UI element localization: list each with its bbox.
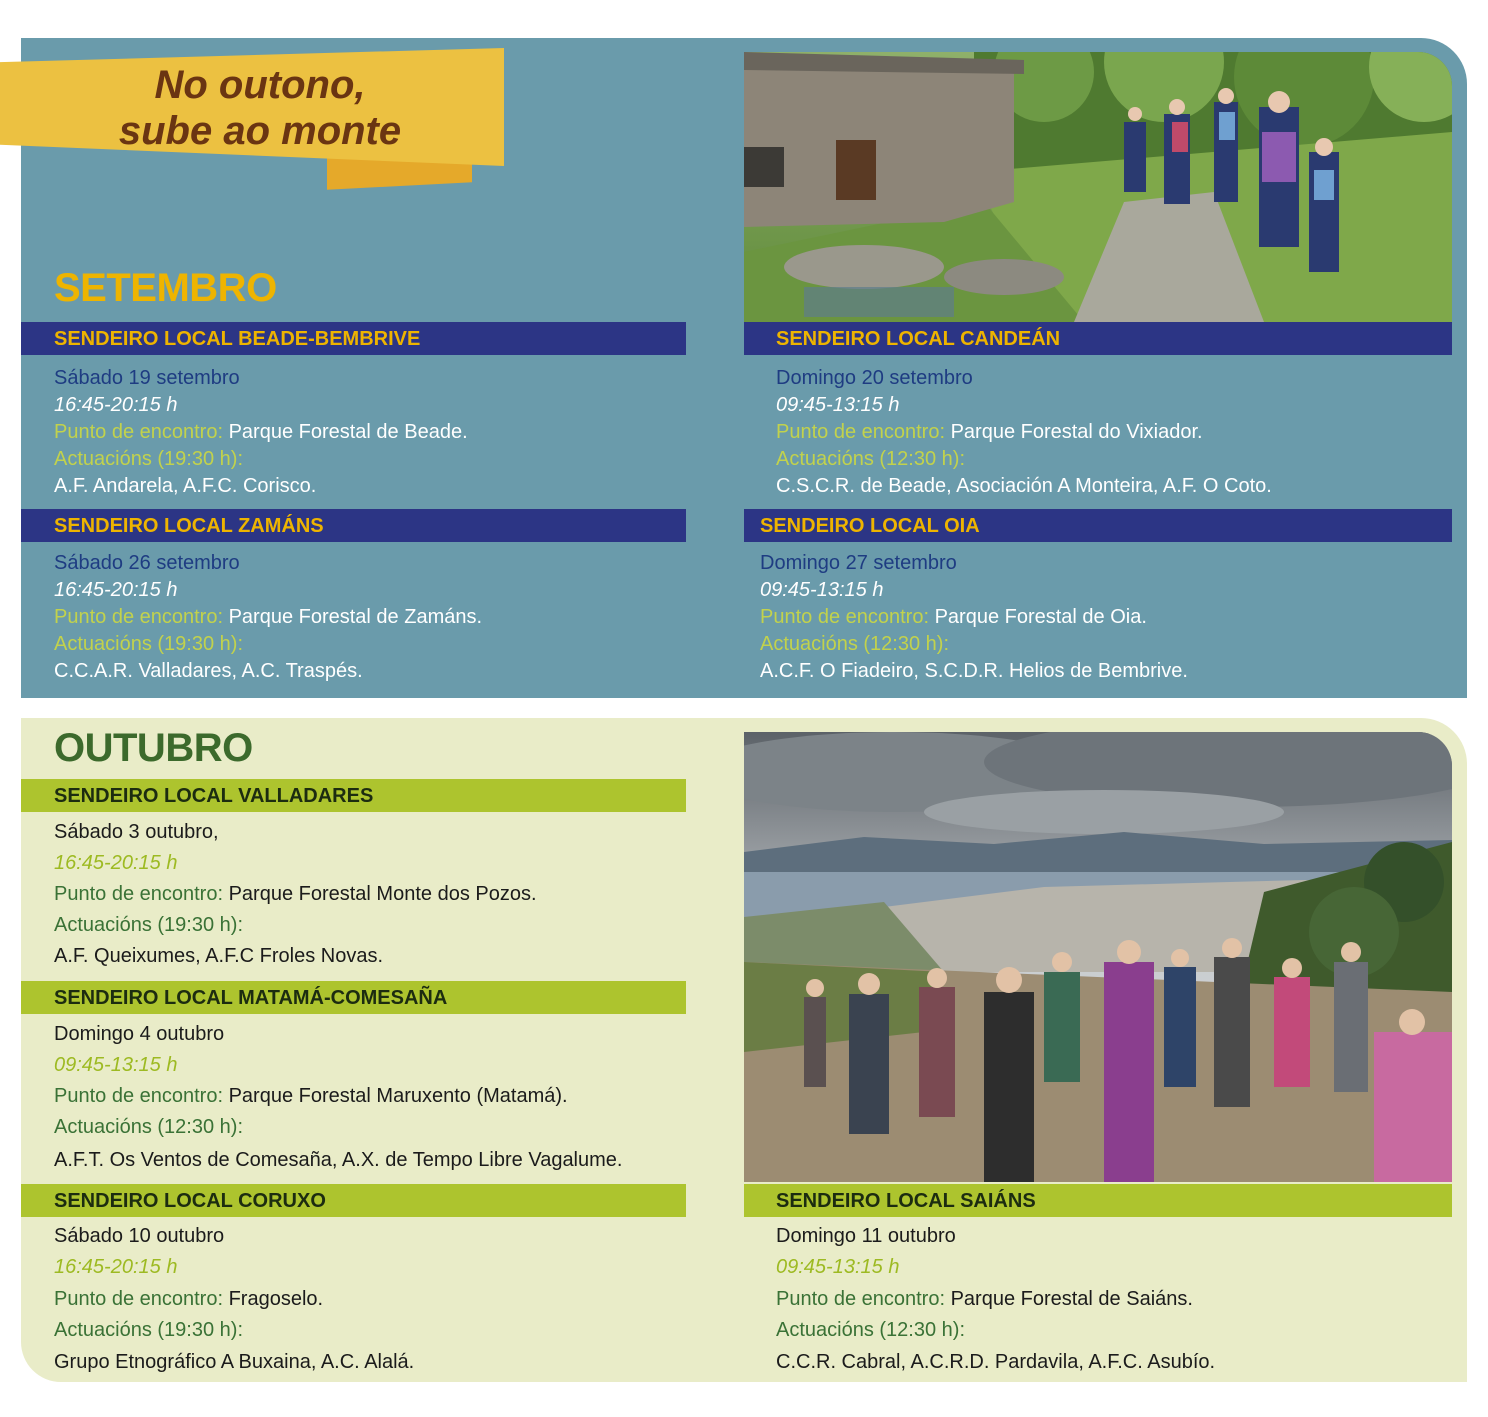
route-date: Domingo 4 outubro xyxy=(54,1023,225,1045)
route-date: Sábado 26 setembro xyxy=(54,552,240,574)
route-meeting-point xyxy=(54,1085,568,1108)
route-date: Sábado 3 outubro, xyxy=(54,821,219,843)
month-heading-september: SETEMBRO xyxy=(54,266,277,310)
route-meeting-point xyxy=(760,606,1147,629)
route-header: SENDEIRO LOCAL BEADE-BEMBRIVE xyxy=(21,322,686,355)
route-performances: A.C.F. O Fiadeiro, S.C.D.R. Helios de Bembrive. xyxy=(760,660,1188,682)
route-time: 09:45-13:15 h xyxy=(776,1256,900,1278)
meeting-label: Punto de encontro: xyxy=(54,883,224,905)
meeting-value: Parque Forestal de Saiáns. xyxy=(950,1288,1193,1310)
route-time: 09:45-13:15 h xyxy=(776,394,900,416)
route-performances-label: Actuacións (12:30 h): xyxy=(776,1319,965,1341)
banner-title-line2: sube ao monte xyxy=(118,109,402,153)
route-header: SENDEIRO LOCAL OIA xyxy=(744,509,1452,542)
route-header: SENDEIRO LOCAL SAIÁNS xyxy=(744,1184,1452,1217)
route-performances-label: Actuacións (19:30 h): xyxy=(54,914,243,936)
route-performances-label: Actuacións (19:30 h): xyxy=(54,633,243,655)
meeting-value: Parque Forestal Maruxento (Matamá). xyxy=(228,1085,568,1107)
route-performances: C.S.C.R. de Beade, Asociación A Monteira, A.F. O Coto. xyxy=(776,475,1272,497)
route-date: Sábado 10 outubro xyxy=(54,1225,225,1247)
route-header: SENDEIRO LOCAL ZAMÁNS xyxy=(21,509,686,542)
meeting-label: Punto de encontro: xyxy=(760,606,930,628)
banner-title xyxy=(40,62,480,154)
meeting-label: Punto de encontro: xyxy=(54,1085,224,1107)
meeting-label: Punto de encontro: xyxy=(54,421,224,443)
meeting-label: Punto de encontro: xyxy=(54,606,224,628)
route-date: Domingo 27 setembro xyxy=(760,552,957,574)
route-meeting-point xyxy=(776,421,1203,444)
meeting-label: Punto de encontro: xyxy=(776,421,946,443)
route-performances: Grupo Etnográfico A Buxaina, A.C. Alalá. xyxy=(54,1351,415,1373)
route-time: 09:45-13:15 h xyxy=(54,1054,178,1076)
meeting-label: Punto de encontro: xyxy=(54,1288,224,1310)
route-performances: C.C.A.R. Valladares, A.C. Traspés. xyxy=(54,660,363,682)
route-time: 16:45-20:15 h xyxy=(54,579,178,601)
meeting-value: Fragoselo. xyxy=(228,1288,324,1310)
meeting-value: Parque Forestal Monte dos Pozos. xyxy=(228,883,537,905)
route-time: 16:45-20:15 h xyxy=(54,852,178,874)
route-header: SENDEIRO LOCAL CORUXO xyxy=(21,1184,686,1217)
route-performances-label: Actuacións (12:30 h): xyxy=(760,633,949,655)
route-time: 16:45-20:15 h xyxy=(54,1256,178,1278)
route-header: SENDEIRO LOCAL VALLADARES xyxy=(21,779,686,812)
route-header: SENDEIRO LOCAL MATAMÁ-COMESAÑA xyxy=(21,981,686,1014)
route-date: Domingo 20 setembro xyxy=(776,367,973,389)
meeting-label: Punto de encontro: xyxy=(776,1288,946,1310)
route-performances: C.C.R. Cabral, A.C.R.D. Pardavila, A.F.C. Asubío. xyxy=(776,1351,1216,1373)
route-date: Sábado 19 setembro xyxy=(54,367,240,389)
route-meeting-point xyxy=(54,1288,323,1311)
month-heading-october: OUTUBRO xyxy=(54,726,253,770)
meeting-value: Parque Forestal de Oia. xyxy=(934,606,1147,628)
hiking-photo-viewpoint xyxy=(744,732,1452,1182)
route-meeting-point xyxy=(54,421,468,444)
route-performances-label: Actuacións (19:30 h): xyxy=(54,448,243,470)
route-performances-label: Actuacións (19:30 h): xyxy=(54,1319,243,1341)
meeting-value: Parque Forestal de Zamáns. xyxy=(228,606,483,628)
route-performances: A.F.T. Os Ventos de Comesaña, A.X. de Tempo Libre Vagalume. xyxy=(54,1149,623,1171)
meeting-value: Parque Forestal de Beade. xyxy=(228,421,468,443)
route-meeting-point xyxy=(54,606,482,629)
meeting-value: Parque Forestal do Vixiador. xyxy=(950,421,1203,443)
route-time: 09:45-13:15 h xyxy=(760,579,884,601)
route-performances: A.F. Queixumes, A.F.C Froles Novas. xyxy=(54,945,383,967)
route-header: SENDEIRO LOCAL CANDEÁN xyxy=(744,322,1452,355)
route-time: 16:45-20:15 h xyxy=(54,394,178,416)
route-meeting-point xyxy=(54,883,537,906)
route-performances: A.F. Andarela, A.F.C. Corisco. xyxy=(54,475,317,497)
route-performances-label: Actuacións (12:30 h): xyxy=(54,1116,243,1138)
route-date: Domingo 11 outubro xyxy=(776,1225,956,1247)
hiking-photo-forest xyxy=(744,52,1452,322)
route-meeting-point xyxy=(776,1288,1193,1311)
route-performances-label: Actuacións (12:30 h): xyxy=(776,448,965,470)
banner-title-line1: No outono, xyxy=(154,63,366,107)
